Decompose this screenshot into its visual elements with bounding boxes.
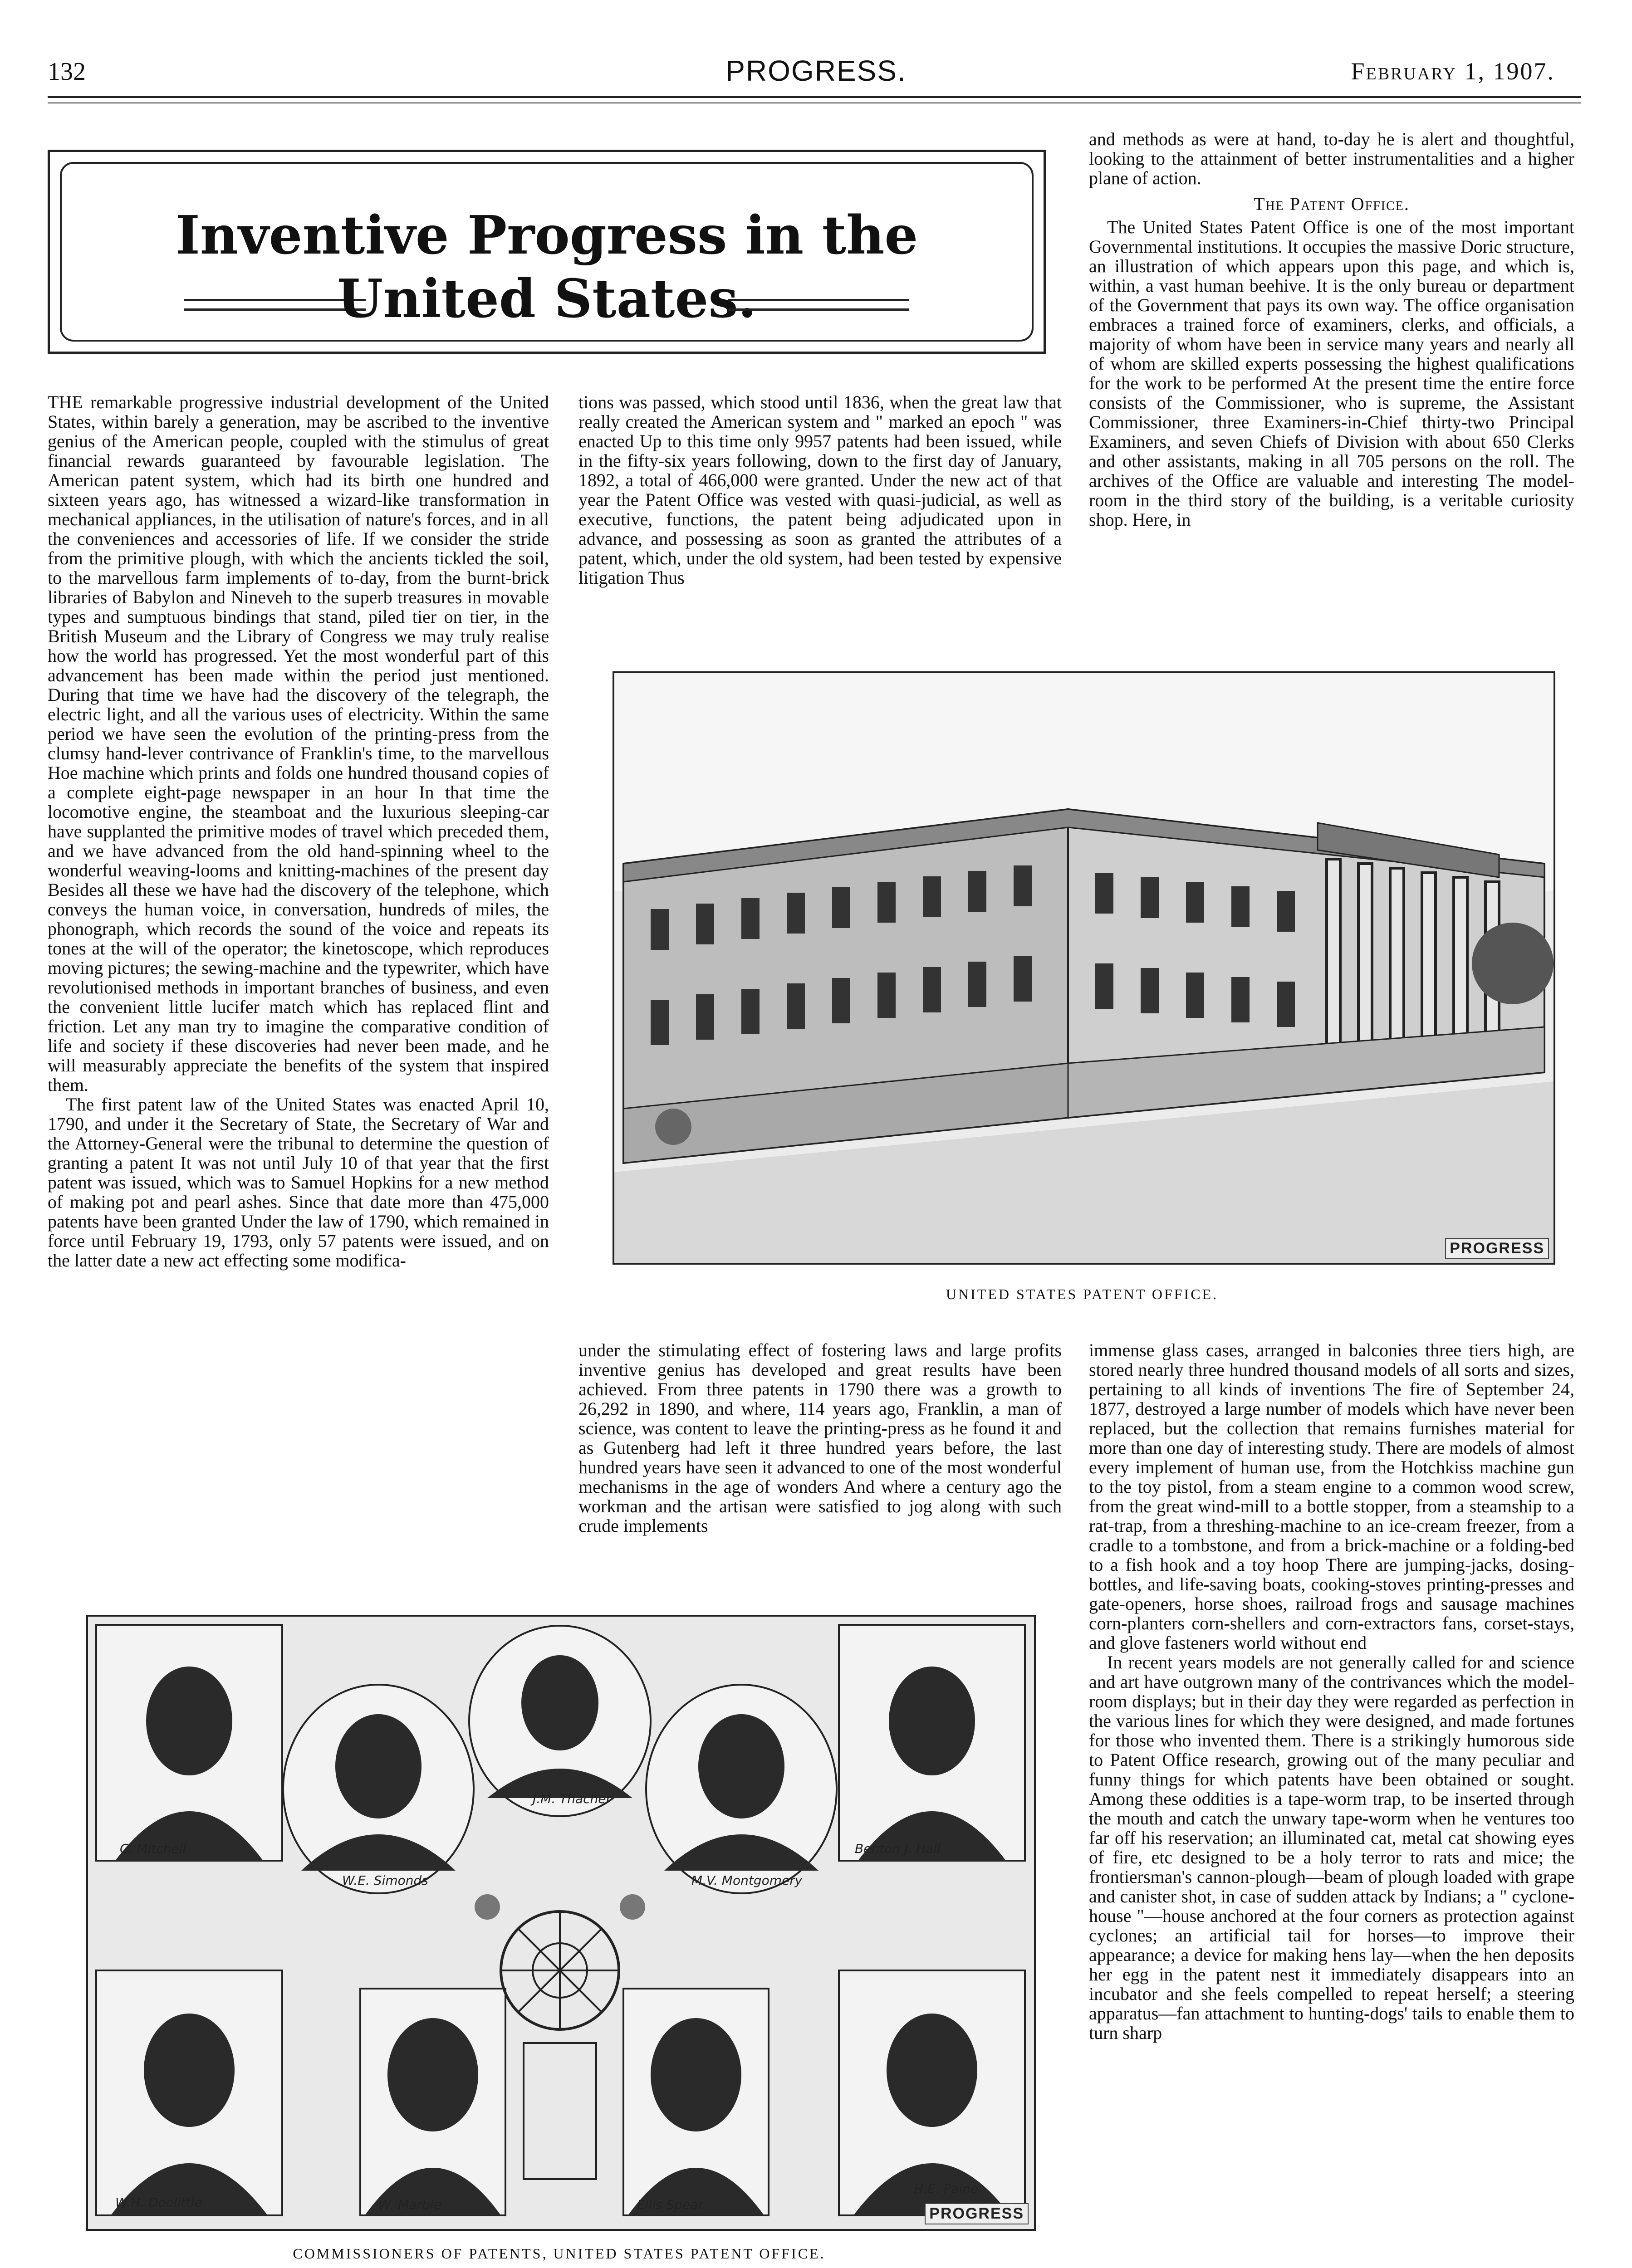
article-title-line-1: Inventive Progress in the [175, 205, 918, 266]
running-title: PROGRESS. [725, 54, 907, 87]
portrait-label: W.H. Doolittle [115, 2195, 202, 2210]
commissioners-portraits-icon [88, 1617, 1034, 2229]
progress-watermark: PROGRESS [1445, 1238, 1549, 1259]
figure-caption-commissioners: COMMISSIONERS OF PATENTS, UNITED STATES PATENT OFFICE. [293, 2245, 826, 2262]
paragraph: immense glass cases, arranged in balconies three tiers high, are stored nearly three hundred thousand models of all sorts and sizes, pertaining to all kinds of inventions The fire of September 24, 1877, destroyed a large number of models which have never been replaced, but the collection that remains furnishes material for more than one day of interesting study. There are models of almost every implement of human use, from the Hotchkiss machine gun to the toy pistol, from a steam engine to a common wood screw, from the great wind-mill to a bottle stopper, from a steamship to a rat-trap, from a threshing-machine to an ice-cream freezer, from a cradle to a tombstone, and from a brick-machine or a folding-bed to a fish hook and a toy hoop There are jumping-jacks, dosing-bottles, and life-saving boats, cooking-stoves printing-presses and gate-openers, horse shoes, railroad frogs and sausage machines corn-planters corn-shellers and corn-extractors fans, corset-stays, and glove fasteners world without end [1089, 1340, 1574, 1653]
article-title-line-2: United States. [337, 268, 757, 330]
portrait-label: W. Marble [378, 2197, 441, 2212]
portrait-label: Benton J. Hall [855, 1841, 941, 1856]
section-heading: The Patent Office. [1254, 194, 1410, 214]
paragraph: under the stimulating effect of fostering laws and large profits inventive genius has developed and great results have been achieved. From three patents in 1790 there was a growth to 26,292 in 1890, and where, 114 years ago, Franklin, a man of science, was content to leave the printing-press as he found it and as Gutenberg had left it three hundred years before, the last hundred years have seen it advanced to one of the most wonderful mechanisms in the age of wonders And where a century ago the workman and the artisan were satisfied to jog along with such crude implements [578, 1340, 1062, 1536]
column-3-top [1089, 129, 1574, 529]
portrait-label: C. Mitchell [120, 1841, 186, 1856]
column-2-bottom [578, 1340, 1062, 1535]
paragraph: In recent years models are not generally called for and science and art have outgrown many of the contrivances which the model-room displays; but in their day they were regarded as perfection in the various lines for which they were designed, and made fortunes for those who invented them. There is a strikingly humorous side to Patent Office research, growing out of the many peculiar and funny things for which patents have been obtained or sought. Among these oddities is a tape-worm trap, to be inserted through the mouth and catch the unwary tape-worm when he ventures too far off his reservation; an illuminated cat, metal cat showing eyes of fire, etc designed to be a holy terror to rats and mice; the frontiersman's cannon-plough—beam of plough loaded with grape and canister shot, in case of sudden attack by Indians; a " cyclone-house "—house anchored at the four corners as protection against cyclones; an artificial tail for horses—to improve their appearance; a device for making hens lay—when the hen deposits her egg in the patent nest it immediately disappears into an incubator and she feels compelled to repeat herself; a steering apparatus—fan attachment to hunting-dogs' tails to enable them to turn sharp [1089, 1652, 1574, 2043]
paragraph: The first patent law of the United States was enacted April 10, 1790, and under it the Secretary of State, the Secretary of War and the Attorney-General were the tribunal to determine the question of granting a patent It was not until July 10 of that year that the first patent was issued, which was to Samuel Hopkins for a new method of making pot and pearl ashes. Since that date more than 475,000 patents have been granted Under the law of 1790, which remained in force until February 19, 1793, only 57 patents were issued, and on the latter date a new act effecting some modifica- [48, 1094, 549, 1271]
paragraph: tions was passed, which stood until 1836, when the great law that really created the American system and " marked an epoch " was enacted Up to this time only 9957 patents had been issued, while in the fifty-six years following, down to the first day of January, 1892, a total of 466,000 were granted. Under the new act of that year the Patent Office was vested with quasi-judicial, as well as executive, functions, the patent being adjudicated upon in advance, and possessing as soon as granted the attributes of a patent, which, under the old system, had been tested by expensive litigation Thus [578, 392, 1062, 588]
article-title-box [48, 150, 1046, 354]
title-ornament-right [728, 299, 909, 311]
column-1 [48, 392, 549, 1270]
portrait-label: H.E. Paine [914, 2181, 979, 2196]
portrait-label: J.M. Thacher [533, 1791, 612, 1806]
portrait-label: Ellis Spear [637, 2197, 703, 2212]
patent-office-illustration [613, 671, 1555, 1265]
column-2-top [578, 392, 1062, 587]
header-rule [48, 96, 1581, 98]
portrait-label: W.E. Simonds [342, 1873, 428, 1888]
paragraph: and methods as were at hand, to-day he is alert and thoughtful, looking to the attainment of better instrumentalities and a higher plane of action. [1089, 129, 1574, 188]
figure-caption-building: UNITED STATES PATENT OFFICE. [946, 1286, 1219, 1302]
patent-office-building-icon [614, 673, 1554, 1263]
paragraph: THE remarkable progressive industrial development of the United States, within barely a generation, may be ascribed to the inventive genius of the American people, coupled with the stimulus of great financial rewards guaranteed by favourable legislation. The American patent system, which had its birth one hundred and sixteen years ago, has witnessed a wizard-like transformation in mechanical appliances, in the utilisation of nature's forces, and in all the conveniences and accessories of life. If we consider the stride from the primitive plough, with which the ancients tickled the soil, to the marvellous farm implements of to-day, from the burnt-brick libraries of Babylon and Nineveh to the superb treasures in movable types and sumptuous bindings that stand, piled tier on tier, in the British Museum and the Library of Congress we may truly realise how the world has progressed. Yet the most wonderful part of this advancement has been made within the period just mentioned. During that time we have had the discovery of the telegraph, the electric light, and all the various uses of electricity. Within the same period we have seen the evolution of the printing-press from the clumsy hand-lever contrivance of Franklin's time, to the marvellous Hoe machine which prints and folds one hundred thousand copies of a complete eight-page newspaper in an hour In that time the locomotive engine, the steamboat and the luxurious sleeping-car have supplanted the primitive modes of travel which preceded them, and we have advanced from the old hand-spinning wheel to the wonderful weaving-looms and knitting-machines of the present day Besides all these we have had the discovery of the telephone, which conveys the human voice, in conversation, hundreds of miles, the phonograph, which records the sound of the voice and repeats its tones at the will of the operator; the kinetoscope, which reproduces moving pictures; the sewing-machine and the typewriter, which have revolutionised methods in important branches of business, and even the convenient little lucifer match which has replaced flint and friction. Let any man try to imagine the comparative condition of life and society if these discoveries had never been made, and he will measurably appreciate the benefits of the system that inspired them. [48, 392, 549, 1095]
issue-date: February 1, 1907. [1351, 58, 1555, 85]
column-3-bottom [1089, 1340, 1574, 2043]
paragraph: The United States Patent Office is one of the most important Governmental institutions. It occupies the massive Doric structure, an illustration of which appears upon this page, and which is, within, a vast human beehive. It is the only bureau or department of the Government that pays its own way. The office organisation embraces a trained force of examiners, clerks, and officials, a majority of whom have been in service many years and nearly all of whom are skilled experts possessing the highest qualifications for the work to be performed At the present time the entire force consists of the Commissioner, who is supreme, the Assistant Commissioner, three Examiners-in-Chief thirty-two Principal Examiners, and seven Chiefs of Division with about 650 Clerks and other assistants, making in all 705 persons on the roll. The archives of the Office are valuable and interesting The model-room in the third story of the building, is a veritable curiosity shop. Here, in [1089, 217, 1574, 530]
portrait-label: M.V. Montgomery [691, 1873, 803, 1888]
progress-watermark: PROGRESS [925, 2203, 1029, 2224]
page-number: 132 [48, 58, 86, 86]
commissioners-illustration [86, 1615, 1036, 2231]
